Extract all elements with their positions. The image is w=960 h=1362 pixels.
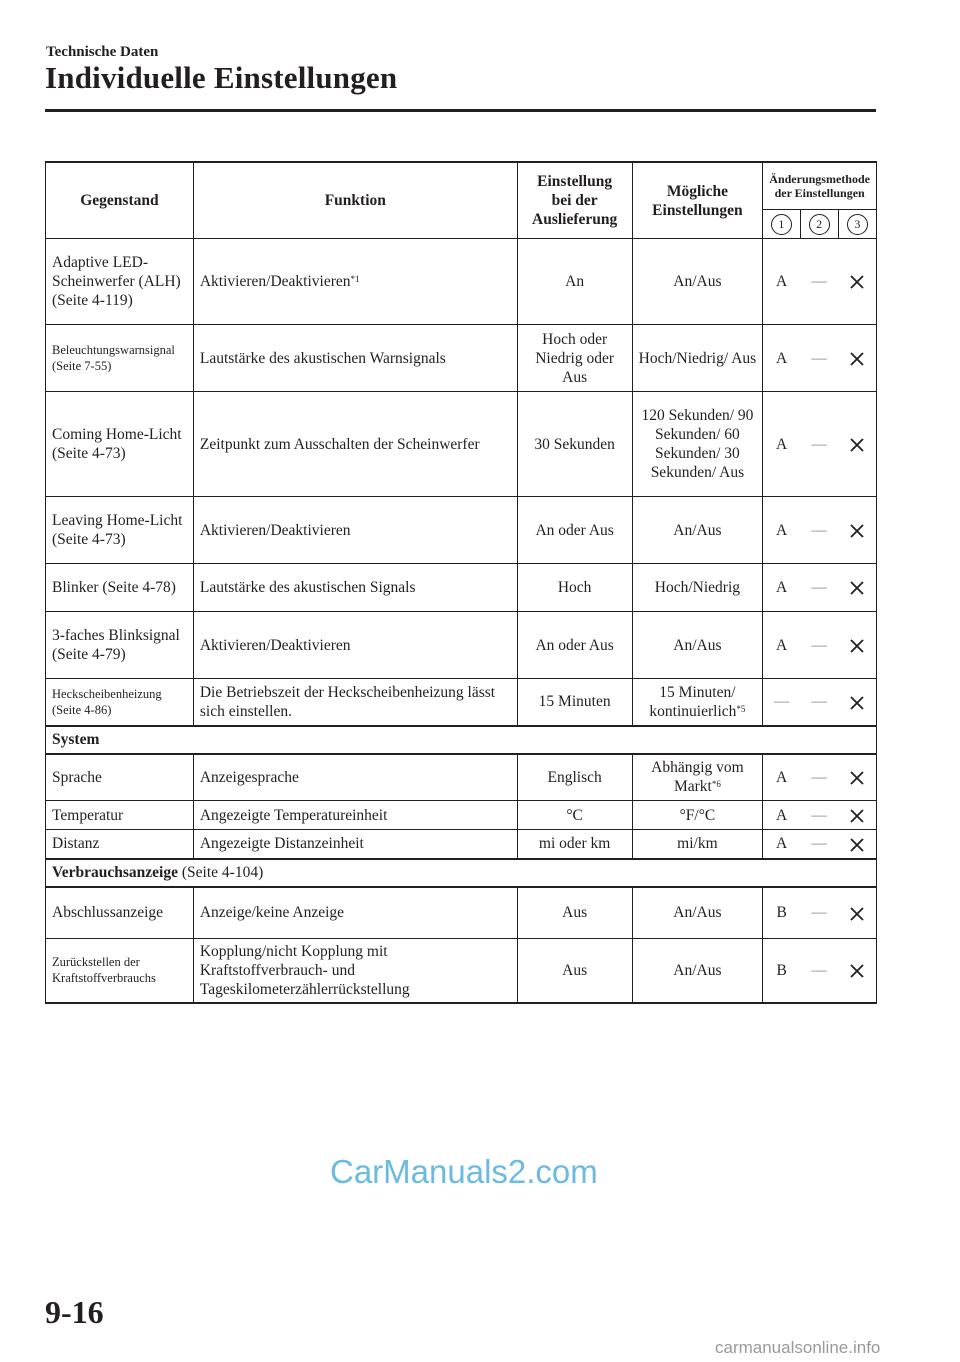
table-row <box>46 939 877 1003</box>
cell-item: Distanz <box>46 830 194 859</box>
cell-default: Hoch oder Niedrig oder Aus <box>517 325 632 392</box>
cell-default: An oder Aus <box>517 612 632 679</box>
cell-default: 15 Minuten <box>517 679 632 726</box>
cell-method-1: A <box>763 564 800 612</box>
method-2-header: 2 <box>800 210 838 239</box>
cross-icon <box>838 564 876 612</box>
method-3-header: 3 <box>838 210 876 239</box>
cross-icon <box>838 754 876 801</box>
cell-default: 30 Sekunden <box>517 392 632 497</box>
cell-default: mi oder km <box>517 830 632 859</box>
col-einstellung: Einstellung bei der Auslieferung <box>517 162 632 239</box>
cell-options: An/Aus <box>632 939 763 1003</box>
cell-default: An oder Aus <box>517 497 632 564</box>
cell-function: Aktivieren/Deaktivieren$^{*1}$ <box>193 239 517 325</box>
table-row <box>46 564 877 612</box>
col-funktion: Funktion <box>193 162 517 239</box>
cell-item: 3-faches Blinksignal (Seite 4-79) <box>46 612 194 679</box>
cell-method-2: — <box>800 679 838 726</box>
table-row <box>46 887 877 939</box>
cross-icon <box>838 325 876 392</box>
cell-function: Anzeige/keine Anzeige <box>193 887 517 939</box>
cell-function: Lautstärke des akustischen Signals <box>193 564 517 612</box>
cell-function: Aktivieren/Deaktivieren <box>193 497 517 564</box>
cell-method-1: A <box>763 392 800 497</box>
cross-icon <box>838 801 876 830</box>
table-row <box>46 679 877 726</box>
cell-function: Anzeigesprache <box>193 754 517 801</box>
cell-options: Abhängig vom Markt$^{*6}$ <box>632 754 763 801</box>
cell-item: Temperatur <box>46 801 194 830</box>
section-verbrauch: Verbrauchsanzeige (Seite 4-104) <box>46 859 877 887</box>
cell-method-2: — <box>800 325 838 392</box>
table-row <box>46 392 877 497</box>
cross-icon <box>838 887 876 939</box>
cell-function: Lautstärke des akustischen Warnsignals <box>193 325 517 392</box>
cell-default: Aus <box>517 939 632 1003</box>
col-methode: Änderungsmethode der Einstellungen <box>763 162 877 210</box>
cell-options: Hoch/Niedrig <box>632 564 763 612</box>
title-rule <box>45 109 876 112</box>
page-number: 9-16 <box>45 1294 104 1330</box>
cell-method-2: — <box>800 612 838 679</box>
cell-item: Coming Home-Licht (Seite 4-73) <box>46 392 194 497</box>
settings-table <box>45 161 877 1004</box>
cross-icon <box>838 392 876 497</box>
cross-icon <box>838 830 876 859</box>
cell-options: 120 Sekunden/ 90 Sekunden/ 60 Sekunden/ 30 Sekunden/ Aus <box>632 392 763 497</box>
cell-default: Aus <box>517 887 632 939</box>
cell-default: Englisch <box>517 754 632 801</box>
cell-options: An/Aus <box>632 887 763 939</box>
cell-item: Zurückstellen der Kraftstoffverbrauchs <box>46 939 194 1003</box>
cell-default: Hoch <box>517 564 632 612</box>
cell-function: Angezeigte Distanzeinheit <box>193 830 517 859</box>
cell-options: Hoch/Niedrig/ Aus <box>632 325 763 392</box>
cell-function: Die Betriebszeit der Heckscheibenheizung lässt sich einstellen. <box>193 679 517 726</box>
cell-options: An/Aus <box>632 497 763 564</box>
table-row <box>46 497 877 564</box>
cell-method-2: — <box>800 754 838 801</box>
cell-method-2: — <box>800 830 838 859</box>
cell-method-1: A <box>763 830 800 859</box>
table-row <box>46 754 877 801</box>
cell-item: Heckscheibenheizung (Seite 4-86) <box>46 679 194 726</box>
cell-method-2: — <box>800 392 838 497</box>
cell-item: Blinker (Seite 4-78) <box>46 564 194 612</box>
cell-method-2: — <box>800 497 838 564</box>
cross-icon <box>838 612 876 679</box>
cell-options: °F/°C <box>632 801 763 830</box>
table-row <box>46 239 877 325</box>
cell-function: Kopplung/nicht Kopplung mit Kraftstoffverbrauch- und Tageskilometerzählerrückstellung <box>193 939 517 1003</box>
section-system: System <box>46 726 877 754</box>
cell-item: Adaptive LED-Scheinwerfer (ALH) (Seite 4-119) <box>46 239 194 325</box>
method-1-header: 1 <box>763 210 800 239</box>
cell-options: 15 Minuten/ kontinuierlich$^{*5}$ <box>632 679 763 726</box>
section-label: Technische Daten <box>46 44 159 60</box>
cell-default: °C <box>517 801 632 830</box>
cell-options: An/Aus <box>632 239 763 325</box>
cell-item: Leaving Home-Licht (Seite 4-73) <box>46 497 194 564</box>
cross-icon <box>838 497 876 564</box>
col-gegenstand: Gegenstand <box>46 162 194 239</box>
cell-method-1: B <box>763 887 800 939</box>
cell-function: Angezeigte Temperatureinheit <box>193 801 517 830</box>
cell-method-2: — <box>800 564 838 612</box>
cell-method-2: — <box>800 939 838 1003</box>
cell-default: An <box>517 239 632 325</box>
col-moegliche: Mögliche Einstellungen <box>632 162 763 239</box>
table-row <box>46 612 877 679</box>
cell-method-1: A <box>763 801 800 830</box>
watermark-site: carmanualsonline.info <box>715 1338 881 1357</box>
cell-method-1: A <box>763 325 800 392</box>
cell-method-2: — <box>800 801 838 830</box>
table-row <box>46 830 877 859</box>
cell-method-1: A <box>763 612 800 679</box>
cell-method-1: A <box>763 239 800 325</box>
watermark: CarManuals2.com <box>330 1153 598 1190</box>
cell-method-1: — <box>763 679 800 726</box>
cross-icon <box>838 939 876 1003</box>
cell-function: Aktivieren/Deaktivieren <box>193 612 517 679</box>
cell-function: Zeitpunkt zum Ausschalten der Scheinwerfer <box>193 392 517 497</box>
cell-method-2: — <box>800 239 838 325</box>
cell-item: Beleuchtungswarnsignal (Seite 7-55) <box>46 325 194 392</box>
cell-options: An/Aus <box>632 612 763 679</box>
cell-method-1: A <box>763 497 800 564</box>
cell-method-2: — <box>800 887 838 939</box>
cross-icon <box>838 239 876 325</box>
table-row <box>46 801 877 830</box>
cell-method-1: B <box>763 939 800 1003</box>
cross-icon <box>838 679 876 726</box>
page-title: Individuelle Einstellungen <box>45 60 398 95</box>
cell-options: mi/km <box>632 830 763 859</box>
table-row <box>46 325 877 392</box>
cell-item: Abschlussanzeige <box>46 887 194 939</box>
cell-item: Sprache <box>46 754 194 801</box>
cell-method-1: A <box>763 754 800 801</box>
